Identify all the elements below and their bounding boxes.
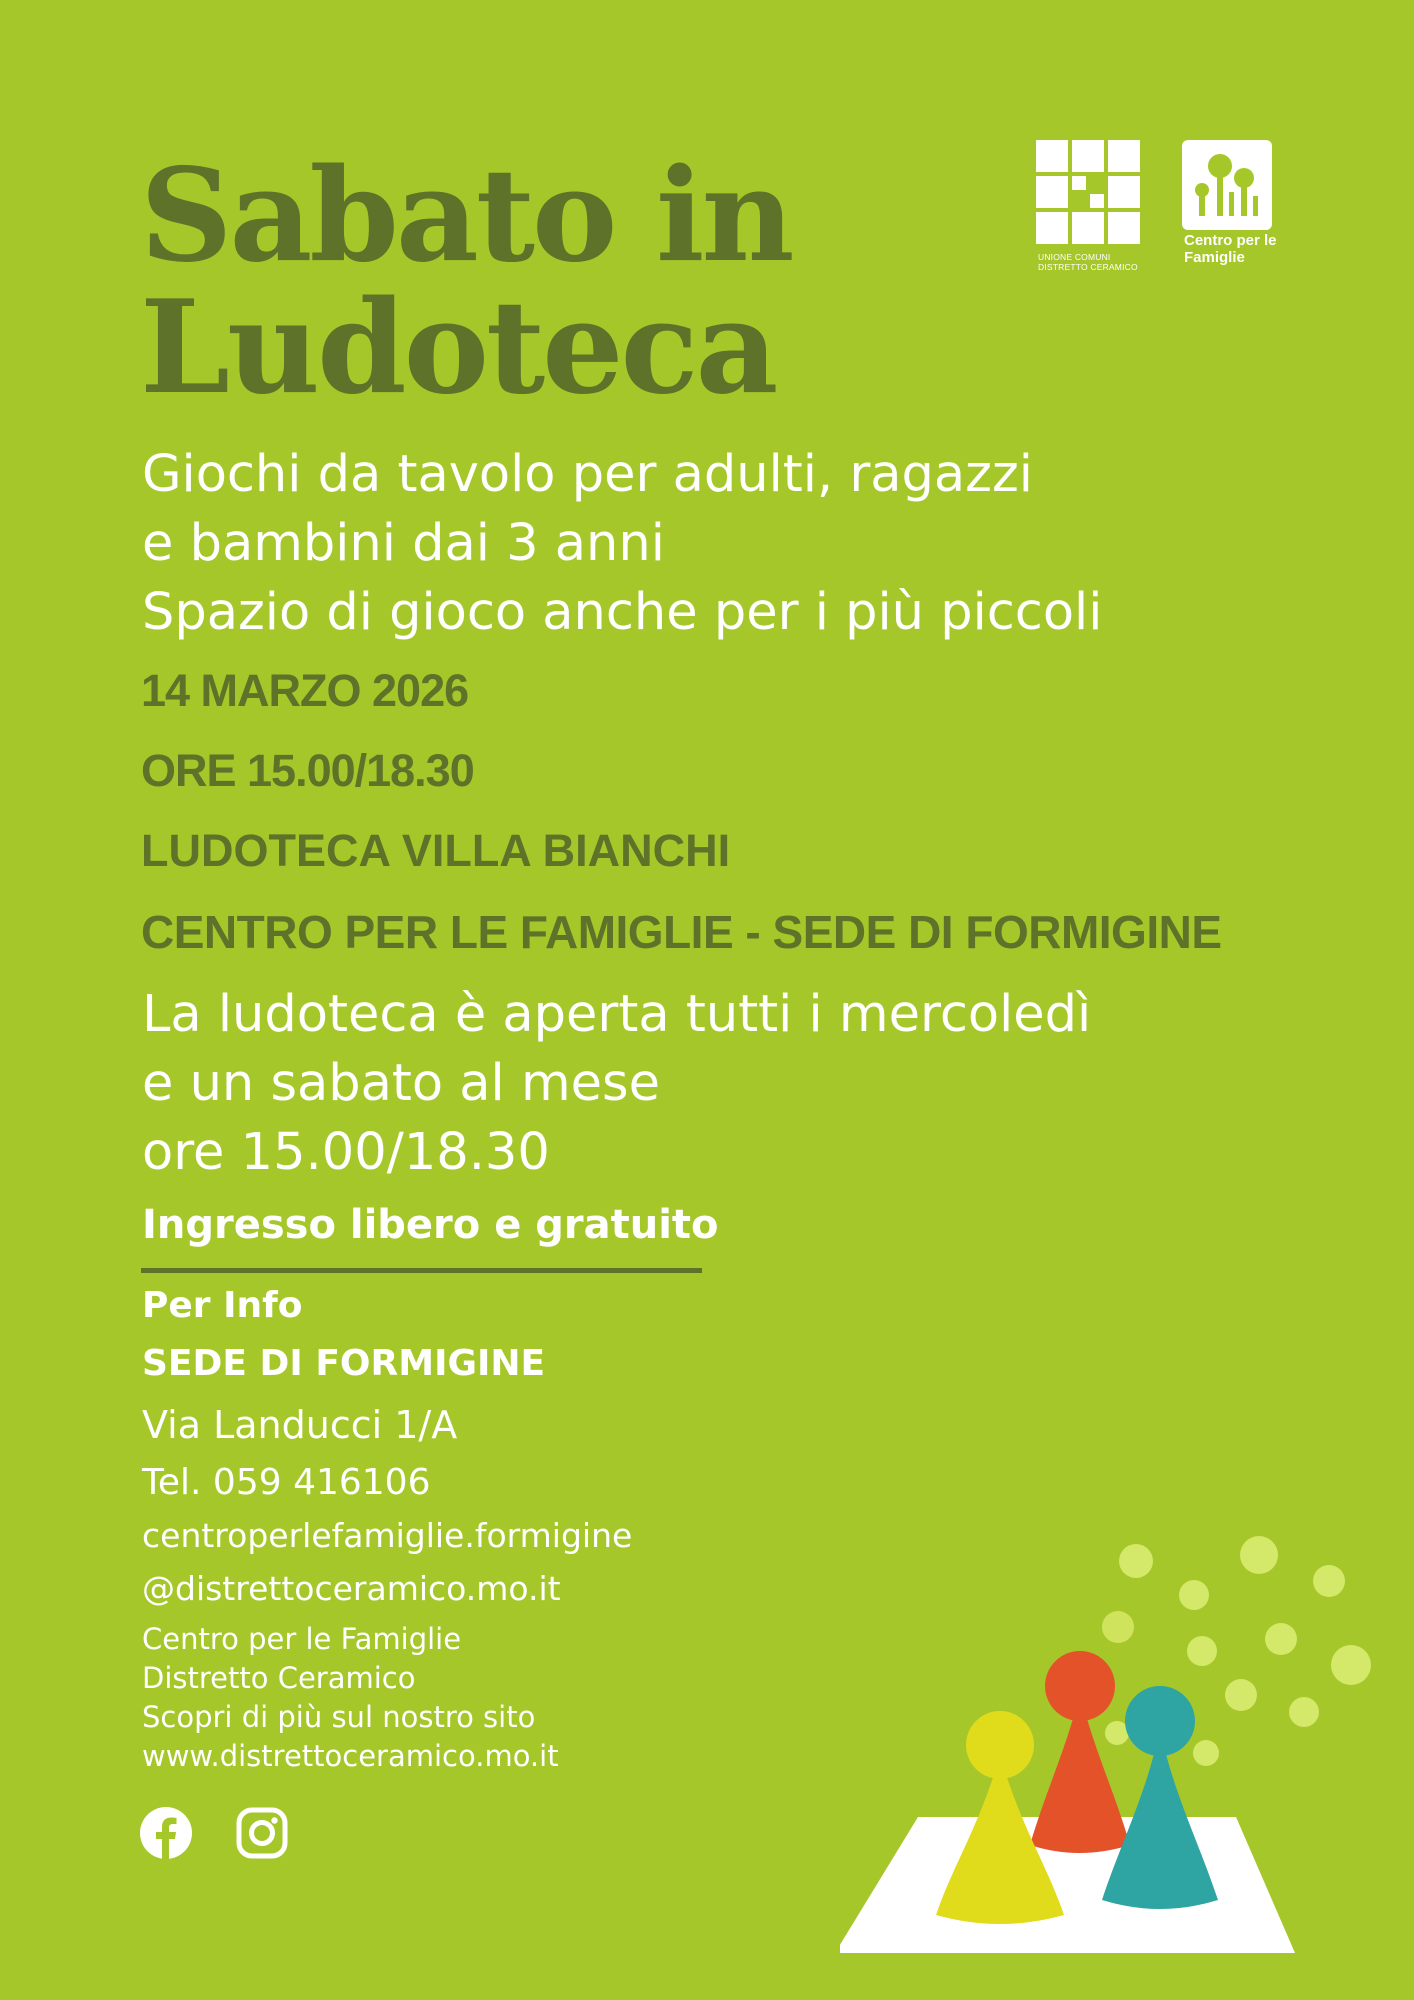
board-game-illustration (840, 1525, 1380, 1955)
event-place: LUDOTECA VILLA BIANCHI (141, 825, 731, 876)
unione-caption-line-2: DISTRETTO CERAMICO (1038, 262, 1138, 272)
centro-caption (1184, 232, 1277, 266)
info-address: Via Landucci 1/A (142, 1403, 458, 1447)
teal-pawn (1102, 1686, 1218, 1909)
event-venue: CENTRO PER LE FAMIGLIE - SEDE DI FORMIGINE (141, 906, 1222, 958)
footer-line-1: Centro per le Famiglie (142, 1622, 462, 1656)
page-title (140, 141, 792, 423)
info-heading: Per Info (142, 1285, 303, 1326)
opening-line-2: e un sabato al mese (142, 1054, 660, 1113)
unione-comuni-logo (1036, 140, 1146, 270)
unione-caption (1038, 252, 1138, 272)
footer-line-2: Distretto Ceramico (142, 1661, 416, 1695)
unione-caption-line-1: UNIONE COMUNI (1038, 252, 1111, 262)
info-email-line-2[interactable]: @distrettoceramico.mo.it (142, 1569, 561, 1608)
opening-line-1: La ludoteca è aperta tutti i mercoledì (142, 985, 1092, 1044)
event-time: ORE 15.00/18.30 (141, 745, 474, 796)
footer-website[interactable]: www.distrettoceramico.mo.it (142, 1739, 559, 1773)
footer-text (142, 1620, 559, 1776)
subtitle (142, 440, 1102, 647)
facebook-icon[interactable] (138, 1805, 194, 1861)
opening-hours (142, 980, 1091, 1187)
title-line-1: Sabato in (140, 141, 792, 291)
info-email-line-1[interactable]: centroperlefamiglie.formigine (142, 1516, 633, 1555)
centro-caption-line-2: Famiglie (1184, 249, 1245, 266)
subtitle-line-1: Giochi da tavolo per adulti, ragazzi (142, 445, 1033, 504)
info-office: SEDE DI FORMIGINE (142, 1343, 546, 1384)
subtitle-line-3: Spazio di gioco anche per i più piccoli (142, 583, 1103, 642)
divider (141, 1268, 702, 1273)
info-phone[interactable]: Tel. 059 416106 (142, 1462, 431, 1503)
trees-icon (1182, 140, 1272, 230)
centro-famiglie-logo (1182, 140, 1276, 280)
instagram-icon[interactable] (234, 1805, 290, 1861)
free-entry: Ingresso libero e gratuito (142, 1202, 719, 1248)
footer-line-3: Scopri di più sul nostro sito (142, 1700, 536, 1734)
unione-grid-icon (1036, 140, 1140, 244)
title-line-2: Ludoteca (140, 273, 776, 423)
red-pawn (1030, 1651, 1130, 1853)
opening-line-3: ore 15.00/18.30 (142, 1123, 550, 1182)
subtitle-line-2: e bambini dai 3 anni (142, 514, 665, 573)
centro-caption-line-1: Centro per le (1184, 232, 1277, 249)
event-date: 14 MARZO 2026 (141, 665, 469, 716)
